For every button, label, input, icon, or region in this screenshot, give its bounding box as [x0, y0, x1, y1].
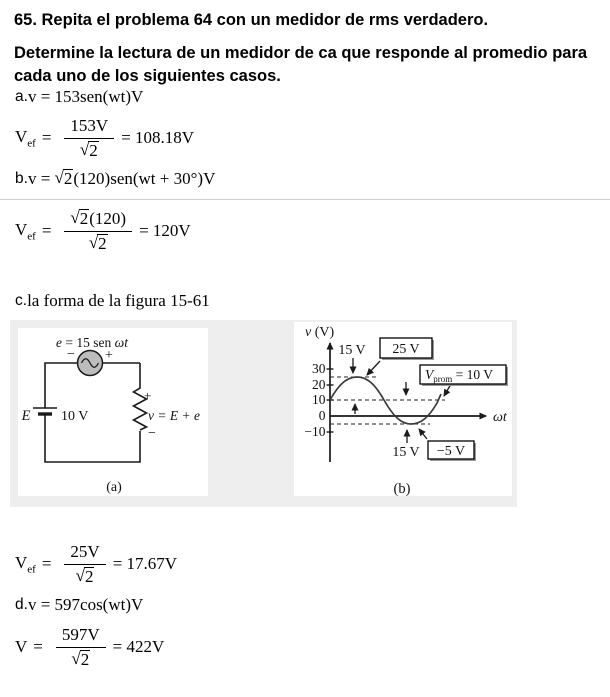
circuit-wires: [45, 363, 140, 462]
fraction: [64, 542, 105, 587]
section-divider: [0, 199, 610, 200]
statement-line-2: cada uno de los siguientes casos.: [14, 67, 281, 85]
fraction-denominator: [89, 232, 108, 254]
case-d-expression: v = 597cos(wt)V: [27, 595, 144, 614]
case-a-line: [15, 87, 143, 107]
case-d-label: d.: [15, 596, 28, 613]
y-tick-20: 20: [312, 377, 326, 392]
solution-b-equation: [15, 209, 191, 254]
solution-b-variable: $V_{ef}$: [15, 220, 36, 243]
fraction-numerator: 597V: [56, 625, 106, 648]
trough-value-callout: [428, 441, 476, 461]
waveform-subfigure: [294, 322, 512, 496]
solution-a-variable: $V_{ef}$: [15, 127, 36, 150]
radical-sign: √: [79, 140, 90, 159]
resistor-plus-sign: +: [144, 388, 152, 403]
radical: √ 2: [71, 649, 90, 669]
case-d-line: [15, 595, 143, 615]
case-c-line: [15, 291, 210, 311]
trough-value-text: −5 V: [436, 444, 466, 459]
waveform-graph: [294, 322, 512, 496]
fraction-denominator: [76, 565, 95, 587]
source-equation-label: e = 15 sen ωt: [56, 335, 128, 350]
radical: √ 2: [88, 233, 107, 253]
graph-caption: (b): [393, 481, 411, 496]
equals-sign: =: [33, 637, 43, 657]
x-axis-title: ωt: [493, 410, 507, 425]
source-plus-sign: +: [105, 348, 113, 363]
case-b-line: [15, 169, 215, 189]
radical: √ 2: [79, 140, 98, 160]
y-tick-10: 10: [312, 392, 326, 407]
y-axis-title: v (V): [305, 325, 335, 340]
average-value-text: $V_{prom} = 10$ V: [425, 367, 493, 384]
figure-15-61: [10, 320, 517, 507]
case-c-label: c.: [15, 292, 28, 309]
y-tick-neg10: −10: [304, 424, 326, 439]
battery-value-label: 10 V: [61, 409, 89, 424]
fraction: [56, 625, 106, 670]
case-a-expression: v = 153sen(wt)V: [27, 87, 144, 106]
solution-b-result: = 120V: [139, 221, 191, 241]
statement-line-1: Determine la lectura de un medidor de ca que responde al promedio para: [14, 44, 588, 62]
equals-sign: =: [41, 554, 52, 574]
solution-d-equation: [15, 625, 164, 670]
source-minus-sign: −: [67, 347, 75, 362]
case-b-post: (120)sen(wt + 30°)V: [73, 169, 216, 188]
problem-title: 65. Repita el problema 64 con un medidor de rms verdadero.: [14, 11, 489, 29]
battery-name-label: E: [21, 408, 31, 424]
radical: √ 2: [54, 168, 73, 189]
peak-value-text: 25 V: [392, 342, 420, 357]
radical: √ 2: [70, 208, 89, 228]
y-tick-0: 0: [318, 408, 326, 423]
resistor-minus-sign: −: [148, 426, 156, 441]
peak-box-arrow: [367, 361, 380, 375]
y-tick-30: 30: [312, 361, 326, 376]
case-b-pre: v =: [27, 169, 55, 188]
problem-statement: [14, 42, 587, 88]
equals-sign: =: [41, 128, 52, 148]
peak-value-callout: [380, 338, 434, 360]
trough-amplitude-label: 15 V: [392, 445, 420, 460]
fraction-numerator: 25V: [64, 542, 105, 565]
average-value-callout: [420, 365, 508, 386]
equals-sign: =: [41, 221, 52, 241]
case-c-text: la forma de la figura 15-61: [27, 291, 210, 310]
solution-c-result: = 17.67V: [112, 554, 178, 574]
fraction: [64, 209, 132, 254]
resistor-voltage-label: v = E + e: [148, 408, 200, 423]
case-b-label: b.: [15, 170, 28, 187]
circuit-caption: (a): [106, 480, 122, 495]
solution-a-equation: [15, 116, 194, 161]
case-a-label: a.: [15, 88, 28, 105]
fraction-denominator: [71, 648, 90, 670]
solution-c-variable: $V_{ef}$: [15, 553, 36, 576]
trough-box-arrow: [419, 429, 427, 439]
fraction: [64, 116, 114, 161]
fraction-numerator: √ 2 (120): [64, 209, 132, 232]
circuit-subfigure: [18, 328, 208, 496]
solution-a-result: = 108.18V: [121, 128, 195, 148]
solution-d-variable: V: [15, 637, 28, 657]
peak-amplitude-label: 15 V: [338, 343, 366, 358]
circuit-diagram: [18, 328, 208, 496]
fraction-denominator: [80, 139, 99, 161]
radical: √ 2: [75, 566, 94, 586]
solution-d-result: = 422V: [112, 637, 165, 657]
fraction-numerator: 153V: [64, 116, 114, 139]
solution-c-equation: [15, 542, 177, 587]
